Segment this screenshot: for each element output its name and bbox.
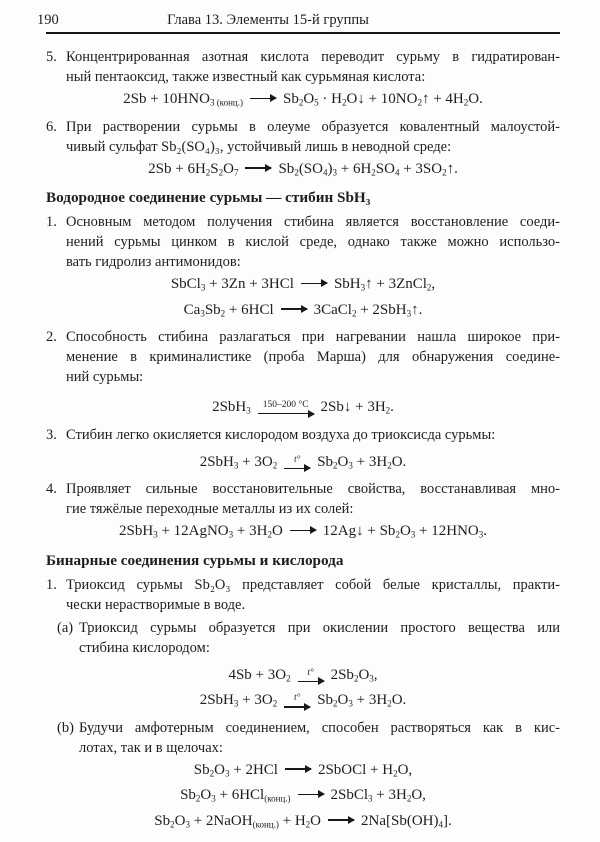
stibine-item-1 bbox=[46, 212, 560, 272]
header-rule bbox=[46, 32, 560, 34]
text-line: При растворении сурьмы в олеуме образуется ковалентный малоустой- bbox=[66, 118, 560, 135]
section-heading-binary: Бинарные соединения сурьмы и кислорода bbox=[46, 551, 344, 569]
reaction-arrow-icon bbox=[245, 167, 271, 169]
binary-item-1 bbox=[46, 575, 560, 615]
list-item-6 bbox=[46, 117, 560, 157]
text-line: нений сурьмы цинком в кислой среде, однако также можно использо- bbox=[66, 234, 560, 251]
stibine-item-4 bbox=[46, 479, 560, 519]
text-line: чивый сульфат Sb₂(SO₄)₃, устойчивый лишь в неводной среде: bbox=[66, 138, 452, 155]
chemical-equation: 2Sb + 10HNO3 (конц.) Sb2O5 · H2O↓ + 10NO2↑ + 4H2O. bbox=[123, 91, 483, 108]
chemical-equation: Sb2O3 + 2NaOH(конц.) + H2O 2Na[Sb(OH)4]. bbox=[154, 812, 452, 830]
text-line: Концентрированная азотная кислота переводит сурьму в гидратирован- bbox=[66, 49, 560, 65]
list-item-5 bbox=[46, 47, 560, 87]
reaction-arrow-icon bbox=[301, 283, 327, 285]
chemical-equation: SbCl3 + 3Zn + 3HCl SbH3↑ + 3ZnCl2, bbox=[170, 276, 436, 293]
text-line: стибина кислородом: bbox=[79, 639, 210, 656]
text-line: чески нерастворимые в воде. bbox=[66, 596, 246, 613]
text-line: Способность стибина разлагаться при нагревании нашла широкое при- bbox=[66, 329, 560, 346]
reaction-arrow-icon bbox=[285, 768, 311, 770]
text-line: Триоксид сурьмы Sb₂O₃ представляет собой белые кристаллы, практи- bbox=[66, 576, 560, 593]
chemical-equation: 2Sb + 6H2S2O7 Sb2(SO4)3 + 6H2SO4 + 3SO2↑. bbox=[148, 160, 458, 178]
subitem-marker: (a) bbox=[57, 619, 74, 636]
text-line: менение в криминалистике (проба Марша) для обнаружения соедине- bbox=[66, 349, 560, 366]
chemical-equation: 2SbH3 + 3O2 t° Sb2O3 + 3H2O. bbox=[199, 453, 407, 471]
text-line: ный пентаоксид, также известный как сурьмяная кислота: bbox=[66, 69, 426, 85]
chemical-equation: Ca3Sb2 + 6HCl 3CaCl2 + 2SbH3↑. bbox=[183, 301, 423, 319]
chemical-equation: Sb2O3 + 2HCl 2SbOCl + H2O, bbox=[193, 761, 413, 779]
reaction-arrow-icon bbox=[250, 98, 276, 100]
chapter-title: Глава 13. Элементы 15-й группы bbox=[167, 12, 369, 28]
reaction-arrow-icon: t° bbox=[298, 668, 324, 682]
stibine-item-2 bbox=[46, 327, 560, 387]
page-number: 190 bbox=[37, 12, 59, 28]
chemical-equation: 2SbH3 + 3O2 t° Sb2O3 + 3H2O. bbox=[199, 692, 407, 709]
subitem-marker: (b) bbox=[57, 719, 74, 736]
item-marker: 2. bbox=[46, 329, 57, 346]
stibine-item-3 bbox=[46, 425, 560, 445]
chemical-equation: 2SbH3 150–200 °C 2Sb↓ + 3H2. bbox=[212, 399, 394, 416]
binary-subitem-b bbox=[57, 718, 560, 758]
item-marker: 1. bbox=[46, 214, 57, 231]
reaction-arrow-icon: t° bbox=[284, 693, 310, 707]
text-line: вать гидролиз антимонидов: bbox=[66, 254, 241, 271]
text-line: Проявляет сильные восстановительные свойства, восстанавливая мно- bbox=[66, 481, 560, 498]
text-line: Будучи амфотерным соединением, способен растворяться как в кис- bbox=[79, 719, 560, 736]
text-line: Стибин легко окисляется кислородом воздуха до триоксисда сурьмы: bbox=[66, 426, 496, 443]
chemical-equation: 4Sb + 3O2 t° 2Sb2O3, bbox=[228, 666, 378, 684]
item-marker: 5. bbox=[46, 49, 57, 65]
reaction-arrow-icon bbox=[298, 794, 324, 796]
chemical-equation: 2SbH3 + 12AgNO3 + 3H2O 12Ag↓ + Sb2O3 + 12HNO3. bbox=[119, 523, 487, 540]
item-marker: 6. bbox=[46, 118, 57, 135]
reaction-arrow-icon: 150–200 °C bbox=[258, 400, 314, 414]
reaction-arrow-icon bbox=[328, 819, 354, 821]
text-line: Триоксид сурьмы образуется при окислении простого вещества или bbox=[79, 619, 560, 636]
reaction-arrow-icon: t° bbox=[284, 455, 310, 469]
text-line: Основным методом получения стибина является восстановление соеди- bbox=[66, 214, 560, 231]
item-marker: 4. bbox=[46, 481, 57, 498]
item-marker: 3. bbox=[46, 426, 57, 443]
reaction-arrow-icon bbox=[290, 530, 316, 532]
item-marker: 1. bbox=[46, 576, 57, 593]
text-line: ний сурьмы: bbox=[66, 369, 144, 386]
page-header bbox=[37, 10, 560, 30]
binary-subitem-a bbox=[57, 618, 560, 658]
chemical-equation: Sb2O3 + 6HCl(конц.) 2SbCl3 + 3H2O, bbox=[180, 787, 426, 804]
text-line: лотах, так и в щелочах: bbox=[79, 739, 223, 756]
text-line: гие тяжёлые переходные металлы из их солей: bbox=[66, 501, 354, 518]
section-heading-stibine: Водородное соединение сурьмы — стибин SbH₃ bbox=[46, 189, 371, 207]
reaction-arrow-icon bbox=[281, 308, 307, 310]
